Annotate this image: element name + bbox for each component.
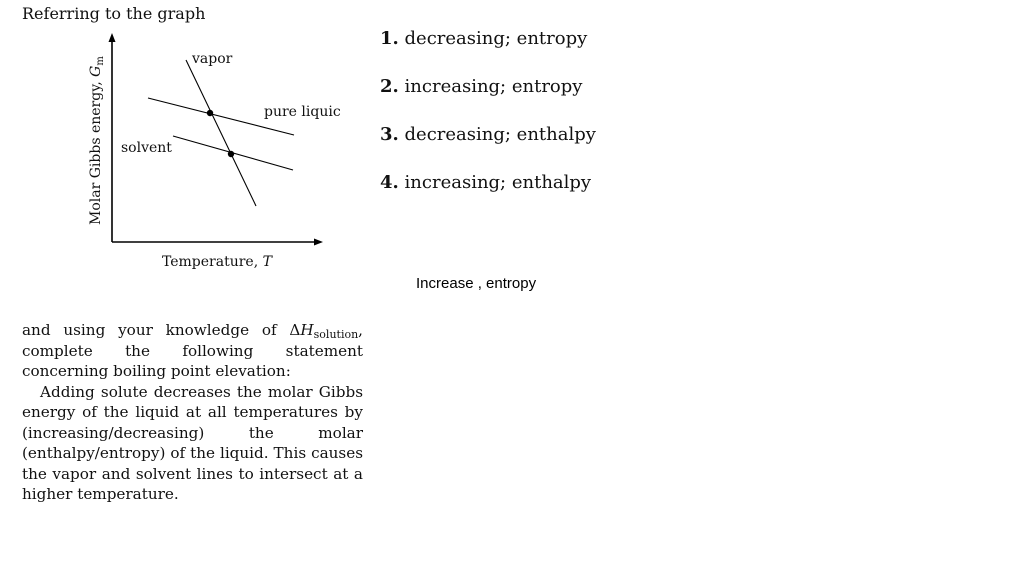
solvent-label: solvent <box>121 140 172 156</box>
pure-liquid-intersection-point <box>207 110 213 116</box>
question-text <box>22 320 363 505</box>
solvent-intersection-point <box>228 151 234 157</box>
student-answer: Increase , entropy <box>416 275 537 292</box>
vapor-label: vapor <box>192 51 233 67</box>
choice-3[interactable]: 3. decreasing; enthalpy <box>380 124 596 145</box>
question-statement: Adding solute decreases the molar Gibbs energy of the liquid at all temperatures by (increasing/decreasing) the molar (enthalpy/entropy) of the liquid. This causes the vapor and solvent lines to intersect at a higher temperature. <box>22 382 363 503</box>
choice-4[interactable]: 4. increasing; enthalpy <box>380 172 592 193</box>
choice-1[interactable]: 1. decreasing; entropy <box>380 28 588 49</box>
x-axis-arrow <box>314 239 323 246</box>
choice-2[interactable]: 2. increasing; entropy <box>380 76 583 97</box>
pure-liquid-label: pure liquic <box>264 104 341 120</box>
answer-choices <box>380 28 596 220</box>
vapor-line <box>186 60 256 206</box>
heading: Referring to the graph <box>22 4 206 23</box>
y-axis-arrow <box>109 33 116 42</box>
x-axis-label: Temperature, T <box>162 254 272 270</box>
question-intro: and using your knowledge of $\Delta H_{solution}$, complete the following statement concerning boiling point elevation: <box>22 321 363 380</box>
y-axis-label: Molar Gibbs energy, $G_m$ <box>88 56 106 225</box>
gibbs-energy-diagram <box>78 30 348 275</box>
